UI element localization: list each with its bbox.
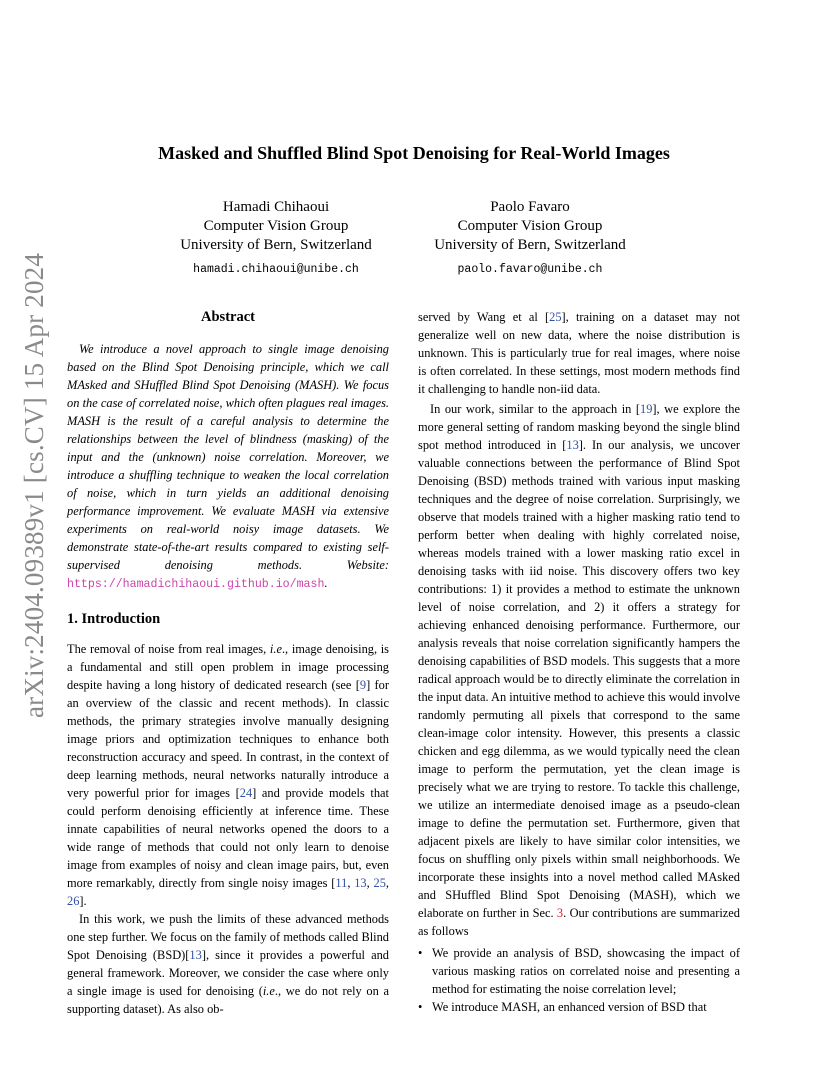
- abstract-heading: Abstract: [201, 309, 255, 325]
- intro-paragraph-2-continued: served by Wang et al [25], training on a dataset may not generalize well on new data, where the noise distribution is unknown. This is particularly true for real images, where noise is often correlated. In these settings, most modern methods find it challenging to handle non-iid data.: [418, 310, 740, 396]
- citation-link[interactable]: 13: [189, 948, 202, 962]
- citation-link[interactable]: 19: [640, 402, 653, 416]
- left-column: [67, 308, 389, 1018]
- citation-link[interactable]: 13: [566, 438, 579, 452]
- project-website-link[interactable]: https://hamadichihaoui.github.io/mash: [67, 578, 325, 591]
- intro-paragraph-1: The removal of noise from real images, i.e., image denoising, is a fundamental and still open problem in image processing despite having a long history of dedicated research (see [9] for an overview of the classic and recent methods). In classic methods, the primary strategies involve manually designing image priors and optimization techniques to enhance both reconstruction accuracy and speed. In contrast, in the context of deep learning methods, neural networks naturally introduce a very powerful prior for images [24] and provide models that could perform denoising efficiently at inference time. These innate capabilities of neural networks opened the doors to a wide range of methods that could not only learn to denoise image from examples of noisy and clean image pairs, but, even more remarkably, directly from single noisy images [11, 13, 25, 26].: [67, 642, 390, 908]
- list-item: • We introduce MASH, an enhanced version of BSD that: [418, 1000, 707, 1014]
- author-name: Hamadi Chihaoui: [222, 199, 330, 215]
- right-column: [418, 308, 740, 1016]
- author-affiliation: University of Bern, Switzerland: [434, 237, 626, 253]
- citation-link[interactable]: 26: [67, 894, 80, 908]
- citation-link[interactable]: 25: [373, 876, 386, 890]
- intro-paragraph-3: In our work, similar to the approach in [19], we explore the more general setting of random masking beyond the single blind spot method introduced in [13]. In our analysis, we uncover valuable connections between the performance of Blind Spot Denoising (BSD) methods trained with various input masking techniques and the degree of noise correlation. Surprisingly, we observe that models trained with a higher masking ratio tend to perform better when dealing with highly correlated noise, whereas models trained with a lower masking ratio excel in denoising tasks with iid noise. This discovery offers two key contributions: 1) it provides a method to estimate the unknown level of noise correlation, and 2) it offers a strategy for achieving enhanced denoising performance. Furthermore, our analysis reveals that noise correlation significantly hampers the denoising capabilities of BSD models. This suggests that a more radical approach would be to directly eliminate the correlation in the input data. An intuitive method to achieve this would involve randomly permuting all pixels that correspond to the same clean-image color intensity. However, this presents a classic chicken and egg dilemma, as we would typically need the clean image to perform the permutation, yet the clean image is precisely what we are trying to restore. To tackle this challenge, we utilize an intermediate denoised image as a pseudo-clean image to define the permutation set. Furthermore, given that adjacent pixels are likely to have similar color intensities, we focus on shuffling only pixels within small neighborhoods. We incorporate these insights into a novel method called MAsked and SHuffled Blind Spot Denoising (MASH), which we elaborate on further in Sec. 3. Our contributions are summarized as follows: [418, 402, 741, 938]
- citation-link[interactable]: 13: [354, 876, 367, 890]
- abstract-text: We introduce a novel approach to single image denoising based on the Blind Spot Denoising principle, which we call MAsked and SHuffled Blind Spot Denoising (MASH). We focus on the case of correlated noise, which often plagues real images. MASH is the result of a careful analysis to determine the relationships between the level of blindness (masking) of the input and the (unknown) noise correlation. Moreover, we introduce a shuffling technique to weaken the local correlation of noise, which in turn yields an additional denoising performance improvement. We evaluate MASH via extensive experiments on real-world noisy image datasets. We demonstrate state-of-the-art results compared to existing self-supervised denoising methods. Website: https://hamadichihaoui.github.io/mash.: [67, 342, 389, 591]
- paper-title: Masked and Shuffled Blind Spot Denoising for Real-World Images: [158, 143, 670, 163]
- author-group: Computer Vision Group: [203, 218, 349, 234]
- citation-link[interactable]: 9: [359, 678, 367, 692]
- section-heading-introduction: 1. Introduction: [67, 611, 161, 627]
- intro-paragraph-2: In this work, we push the limits of these advanced methods one step further. We focus on the family of methods called Blind Spot Denoising (BSD)[13], since it provides a powerful and general framework. Moreover, we consider the case where only a single image is used for denoising (i.e., we do not rely on a supporting dataset). As also ob-: [67, 912, 389, 1016]
- author-email[interactable]: hamadi.chihaoui@unibe.ch: [193, 263, 359, 276]
- author-name: Paolo Favaro: [490, 199, 570, 215]
- citation-link[interactable]: 24: [239, 786, 253, 800]
- list-item: • We provide an analysis of BSD, showcasing the impact of various masking ratios on correlated noise and presenting a method for estimating the noise correlation level;: [418, 946, 740, 996]
- citation-link[interactable]: 25: [549, 310, 562, 324]
- author-block-2: [380, 198, 680, 279]
- author-affiliation: University of Bern, Switzerland: [180, 237, 372, 253]
- citation-link[interactable]: 11: [335, 876, 348, 890]
- author-group: Computer Vision Group: [457, 218, 603, 234]
- author-email[interactable]: paolo.favaro@unibe.ch: [457, 263, 603, 276]
- contributions-list: [418, 944, 740, 1016]
- arxiv-side-stamp: arXiv:2404.09389v1 [cs.CV] 15 Apr 2024: [19, 252, 49, 718]
- section-link[interactable]: 3: [556, 906, 564, 920]
